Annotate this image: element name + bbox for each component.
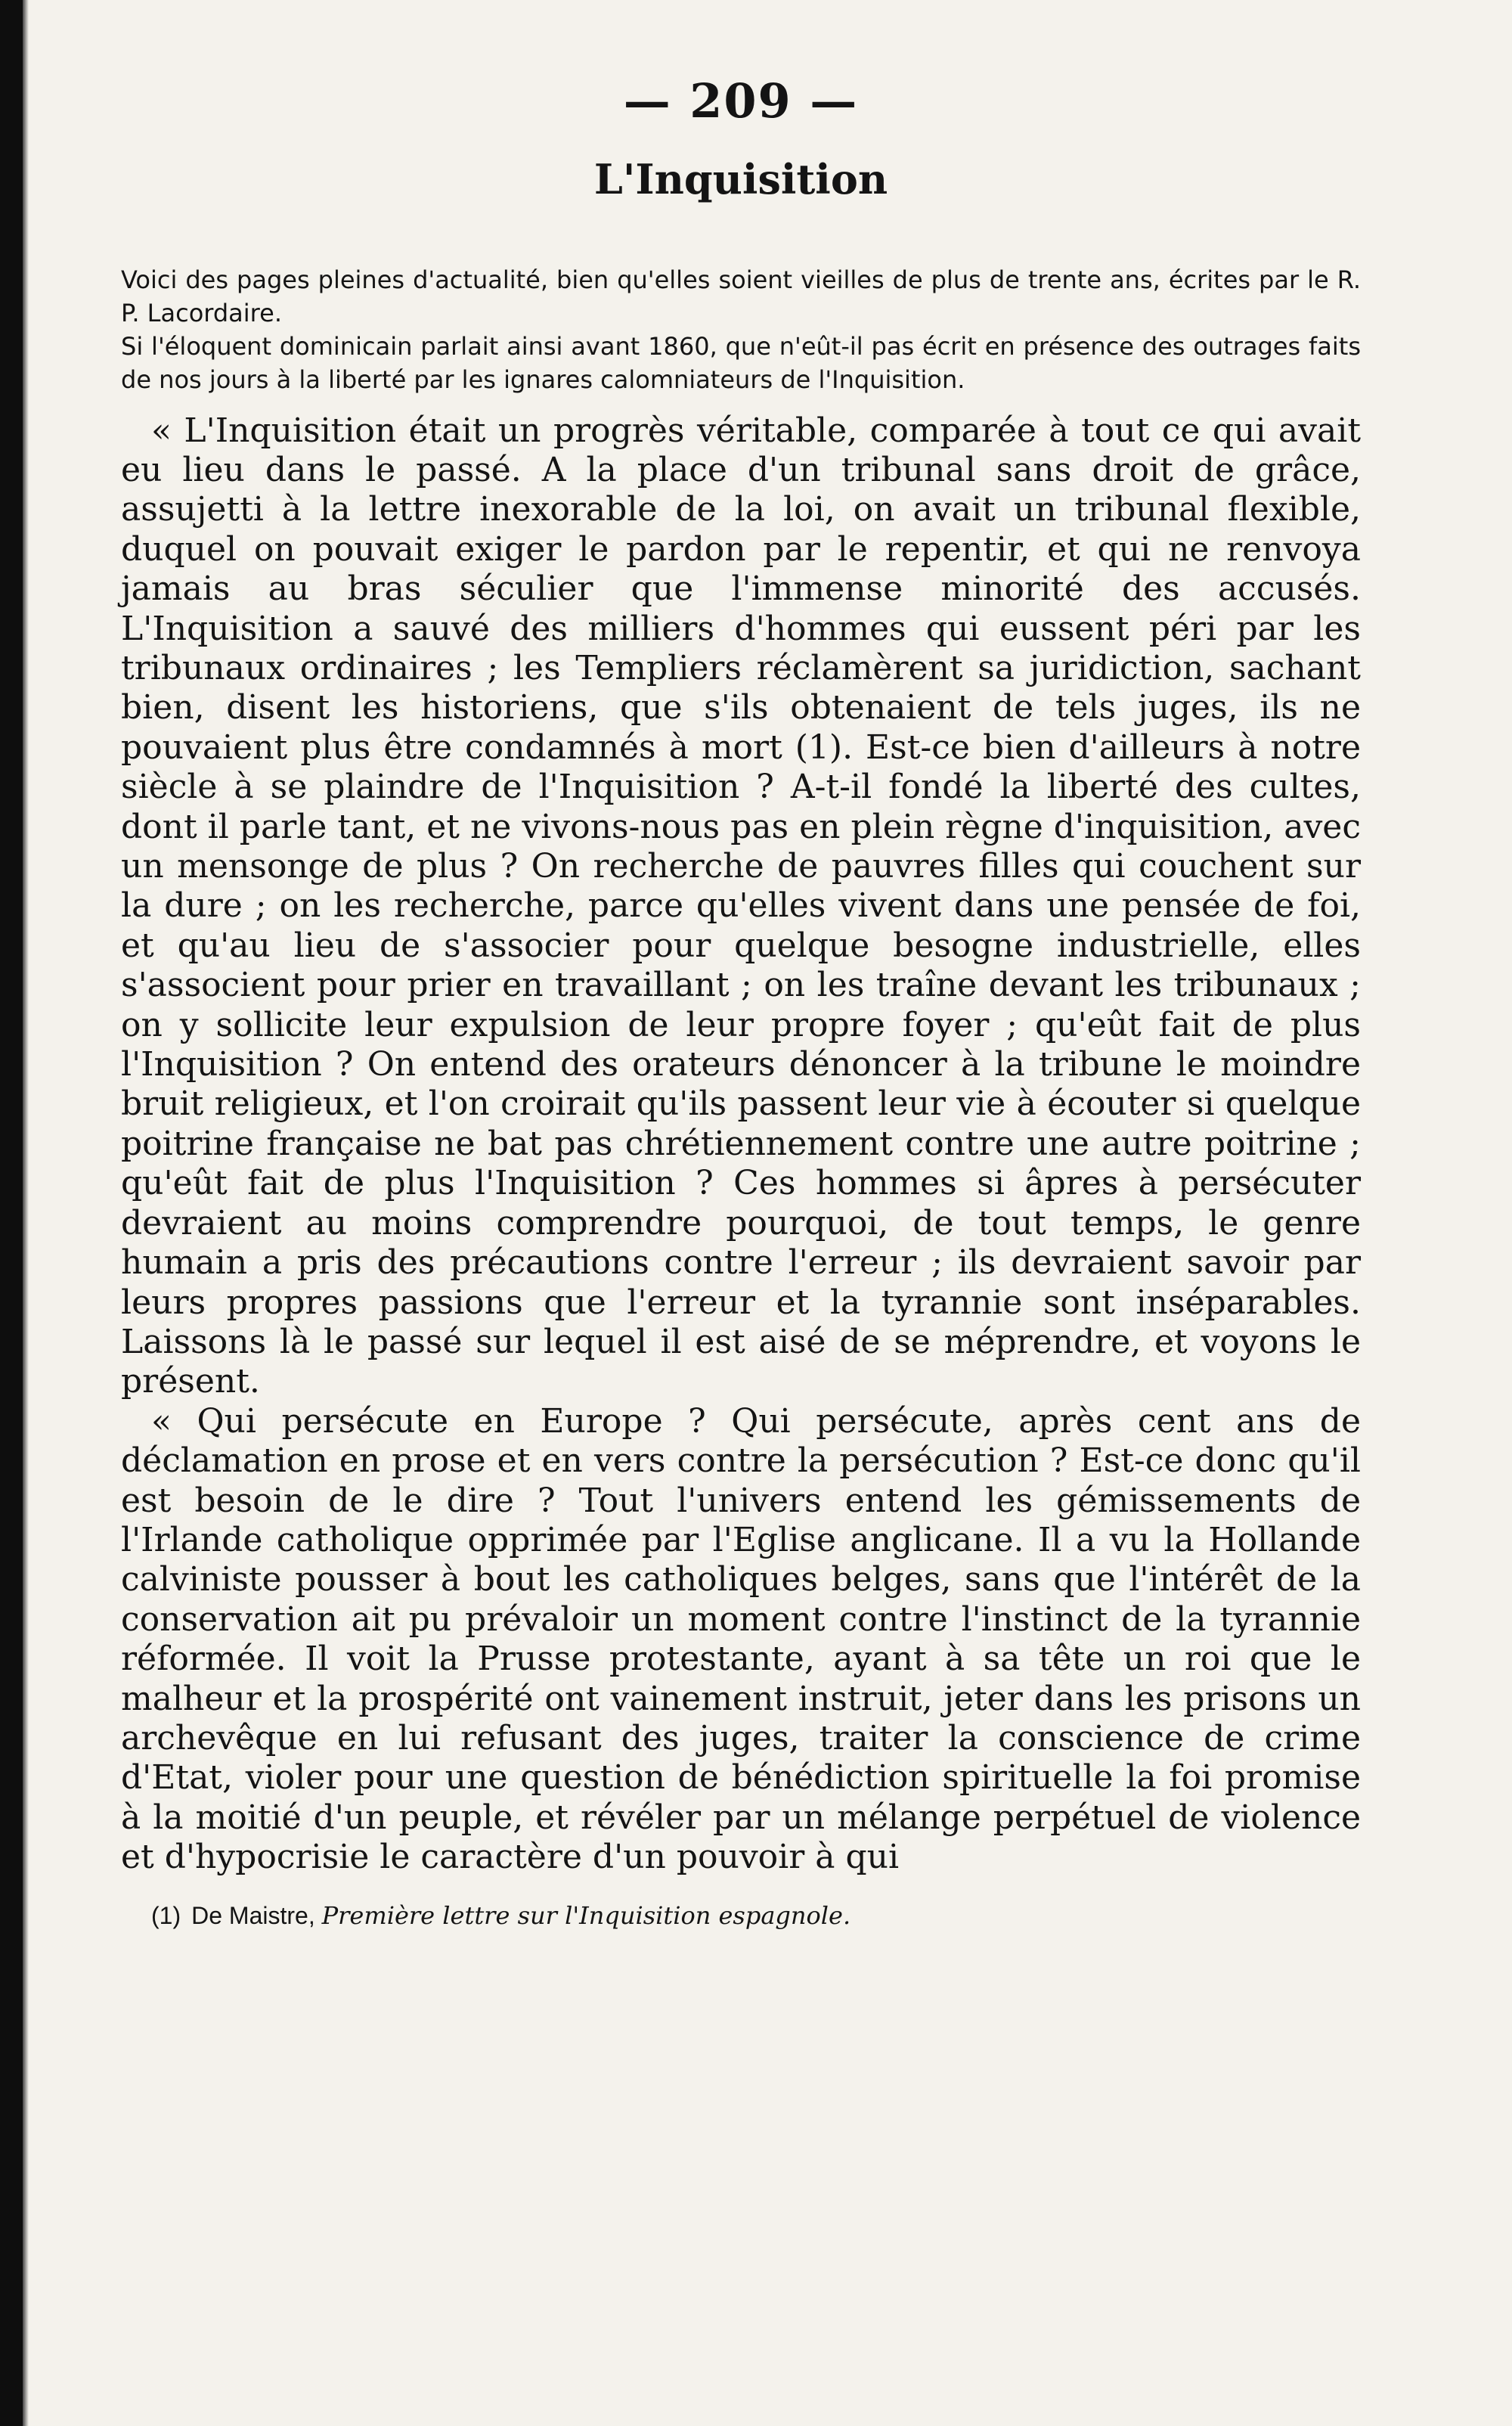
page-title: L'Inquisition: [593, 155, 888, 204]
quoted-text: [121, 411, 1361, 1878]
footnote-mark: (1): [151, 1901, 181, 1929]
quote-text-part-2: . Est-ce bien d'ailleurs à notre siècle à se plaindre de l'Inquisition ? A-t-il fondé la liberté des cultes, dont il parle tant, et ne vivons-nous pas en plein règne d'inquisition, avec un mensonge de plus ? On recherche de pauvres filles qui couchent sur la dure ; on les recherche, parce qu'elles vivent dans une pensée de foi, et qu'au lieu de s'associer pour quelque besogne industrielle, elles s'associent pour prier en travaillant ; on les traîne devant les tribunaux ; on y sollicite leur expulsion de leur propre foyer ; qu'eût fait de plus l'Inquisition ? On entend des orateurs dénoncer à la tribune le moindre bruit religieux, et l'on croirait qu'ils passent leur vie à écouter si quelque poitrine française ne bat pas chrétiennement contre une autre poitrine ; qu'eût fait de plus l'Inquisition ? Ces hommes si âpres à persécuter devraient au moins comprendre pourquoi, de tout temps, le genre humain a pris des précautions contre l'erreur ; ils devraient savoir par leurs propres passions que l'erreur et la tyrannie sont inséparables. Laissons là le passé sur lequel il est aisé de se méprendre, et voyons le présent.: [121, 727, 1361, 1401]
quote-text-part-1: « L'Inquisition était un progrès véritable, comparée à tout ce qui avait eu lieu dans le passé. A la place d'un tribunal sans droit de grâce, assujetti à la lettre inexorable de la loi, on avait un tribunal flexible, duquel on pouvait exiger le pardon par le repentir, et qui ne renvoya jamais au bras séculier que l'immense minorité des accusés. L'Inquisition a sauvé des milliers d'hommes qui eussent péri par les tribunaux ordinaires ; les Templiers réclamèrent sa juridiction, sachant bien, disent les historiens, que s'ils obtenaient de tels juges, ils ne pouvaient plus être condamnés à mort: [121, 411, 1361, 767]
quote-paragraph-2: « Qui persécute en Europe ? Qui persécute, après cent ans de déclamation en prose et en vers contre la persécution ? Est-ce donc qu'il est besoin de le dire ? Tout l'univers entend les gémissements de l'Irlande catholique opprimée par l'Eglise anglicane. Il a vu la Hollande calviniste pousser à bout les catholiques belges, sans que l'intérêt de la conservation ait pu prévaloir un moment contre l'instinct de la tyrannie réformée. Il voit la Prusse protestante, ayant à sa tête un roi que le malheur et la prospérité ont vainement instruit, jeter dans les prisons un archevêque en lui refusant des juges, traiter la conscience de crime d'Etat, violer pour une question de bénédiction spirituelle la foi promise à la moitié d'un peuple, et révéler par un mélange perpétuel de violence et d'hypocrisie le caractère d'un pouvoir à qui: [121, 1401, 1361, 1877]
quote-paragraph-1: [121, 411, 1361, 1402]
footnote-work-title: Première lettre sur l'Inquisition espagnole.: [321, 1900, 851, 1930]
intro-paragraph-2: Si l'éloquent dominicain parlait ainsi avant 1860, que n'eût-il pas écrit en présence des outrages faits de nos jours à la liberté par les ignares calomniateurs de l'Inquisition.: [121, 331, 1361, 394]
book-binding-edge: [0, 0, 23, 2426]
intro-paragraph-1: Voici des pages pleines d'actualité, bien qu'elles soient vieilles de plus de trente ans, écrites par le R. P. Lacordaire.: [121, 265, 1361, 327]
footnote-reference: (1): [795, 727, 843, 767]
page-number: — 209 —: [121, 76, 1361, 127]
footnote: [121, 1900, 1361, 1931]
footnote-author: De Maistre,: [191, 1901, 315, 1929]
binding-shadow: [23, 0, 29, 2426]
intro: [121, 263, 1361, 396]
page: [121, 73, 1361, 1931]
